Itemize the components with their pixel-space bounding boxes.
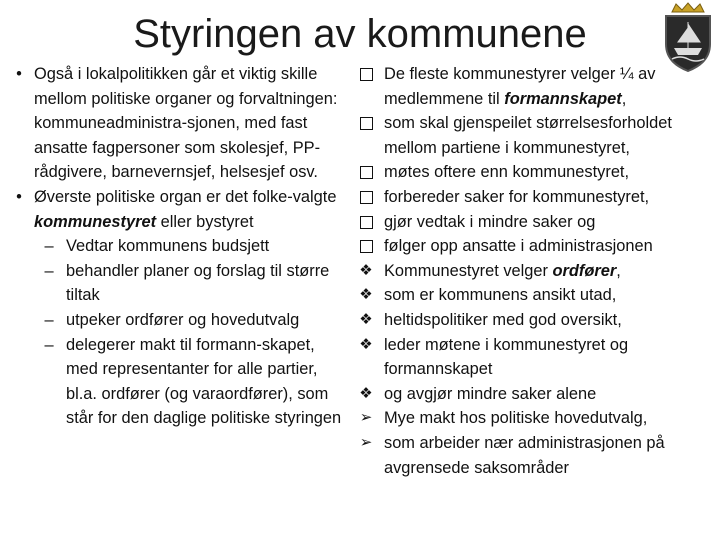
hollow-square-bullet-icon: [354, 185, 378, 212]
hollow-square-bullet-icon: [354, 62, 378, 89]
right-column: [354, 62, 718, 480]
list-item: ❖ som er kommunens ansikt utad,: [354, 283, 718, 308]
list-item: ❖ og avgjør mindre saker alene: [354, 382, 718, 407]
dash-bullet-icon: –: [44, 335, 54, 354]
list-item: følger opp ansatte i administrasjonen: [354, 234, 718, 259]
four-diamond-bullet-icon: ❖: [359, 261, 373, 279]
dash-bullet-icon: –: [44, 261, 54, 280]
list-item: ➢ som arbeider nær administrasjonen på avgrensede saksområder: [354, 431, 718, 480]
keyword-formannskapet: formannskapet: [504, 89, 622, 108]
list-item: ❖ heltidspolitiker med god oversikt,: [354, 308, 718, 333]
four-diamond-bullet-icon: ❖: [359, 335, 373, 353]
list-item: ➢ Mye makt hos politiske hovedutvalg,: [354, 406, 718, 431]
left-column: [8, 62, 344, 431]
list-item: ❖ Kommunestyret velger ordfører,: [354, 259, 718, 284]
list-item: ❖ leder møtene i kommunestyret og formannskapet: [354, 333, 718, 382]
dash-bullet-icon: –: [44, 237, 54, 256]
four-diamond-bullet-icon: ❖: [359, 310, 373, 328]
hollow-square-bullet-icon: [354, 210, 378, 237]
hollow-square-bullet-icon: [354, 111, 378, 138]
sub-list-item: – delegerer makt til formann-skapet, med representanter for alle partier, bl.a. ordfører (og varaordfører), som står for den daglige politiske styringen: [8, 333, 344, 431]
hollow-square-bullet-icon: [354, 234, 378, 261]
hollow-square-bullet-icon: [354, 160, 378, 187]
keyword-ordforer: ordfører: [552, 261, 617, 280]
sub-list-item: – utpeker ordfører og hovedutvalg: [8, 308, 344, 333]
round-bullet-icon: •: [16, 65, 22, 83]
four-diamond-bullet-icon: ❖: [359, 286, 373, 304]
list-item: forbereder saker for kommunestyret,: [354, 185, 718, 210]
list-item: møtes oftere enn kommunestyret,: [354, 160, 718, 185]
four-diamond-bullet-icon: ❖: [359, 384, 373, 402]
page-title: Styringen av kommunene: [133, 12, 587, 56]
arrowhead-bullet-icon: ➢: [359, 433, 373, 451]
keyword-kommunestyret: kommunestyret: [34, 212, 157, 231]
round-bullet-icon: •: [16, 187, 22, 206]
sub-list-item: – behandler planer og forslag til større tiltak: [8, 259, 344, 308]
list-item: • Også i lokalpolitikken går et viktig skille mellom politiske organer og forvaltningen: kommuneadministra-sjonen, med fast ansatte fagpersoner som skolesjef, PP-rådgivere, barnevernsjef, helsesjef osv.: [8, 62, 344, 185]
list-item: De fleste kommunestyrer velger ¼ av medlemmene til formannskapet,: [354, 62, 718, 111]
list-item: som skal gjenspeilet størrelsesforholdet mellom partiene i kommunestyret,: [354, 111, 718, 160]
dash-bullet-icon: –: [44, 310, 54, 329]
list-item: gjør vedtak i mindre saker og: [354, 210, 718, 235]
list-item: • Øverste politiske organ er det folke-valgte kommunestyret eller bystyret: [8, 185, 344, 234]
arrowhead-bullet-icon: ➢: [359, 409, 373, 427]
sub-list-item: – Vedtar kommunens budsjett: [8, 234, 344, 259]
